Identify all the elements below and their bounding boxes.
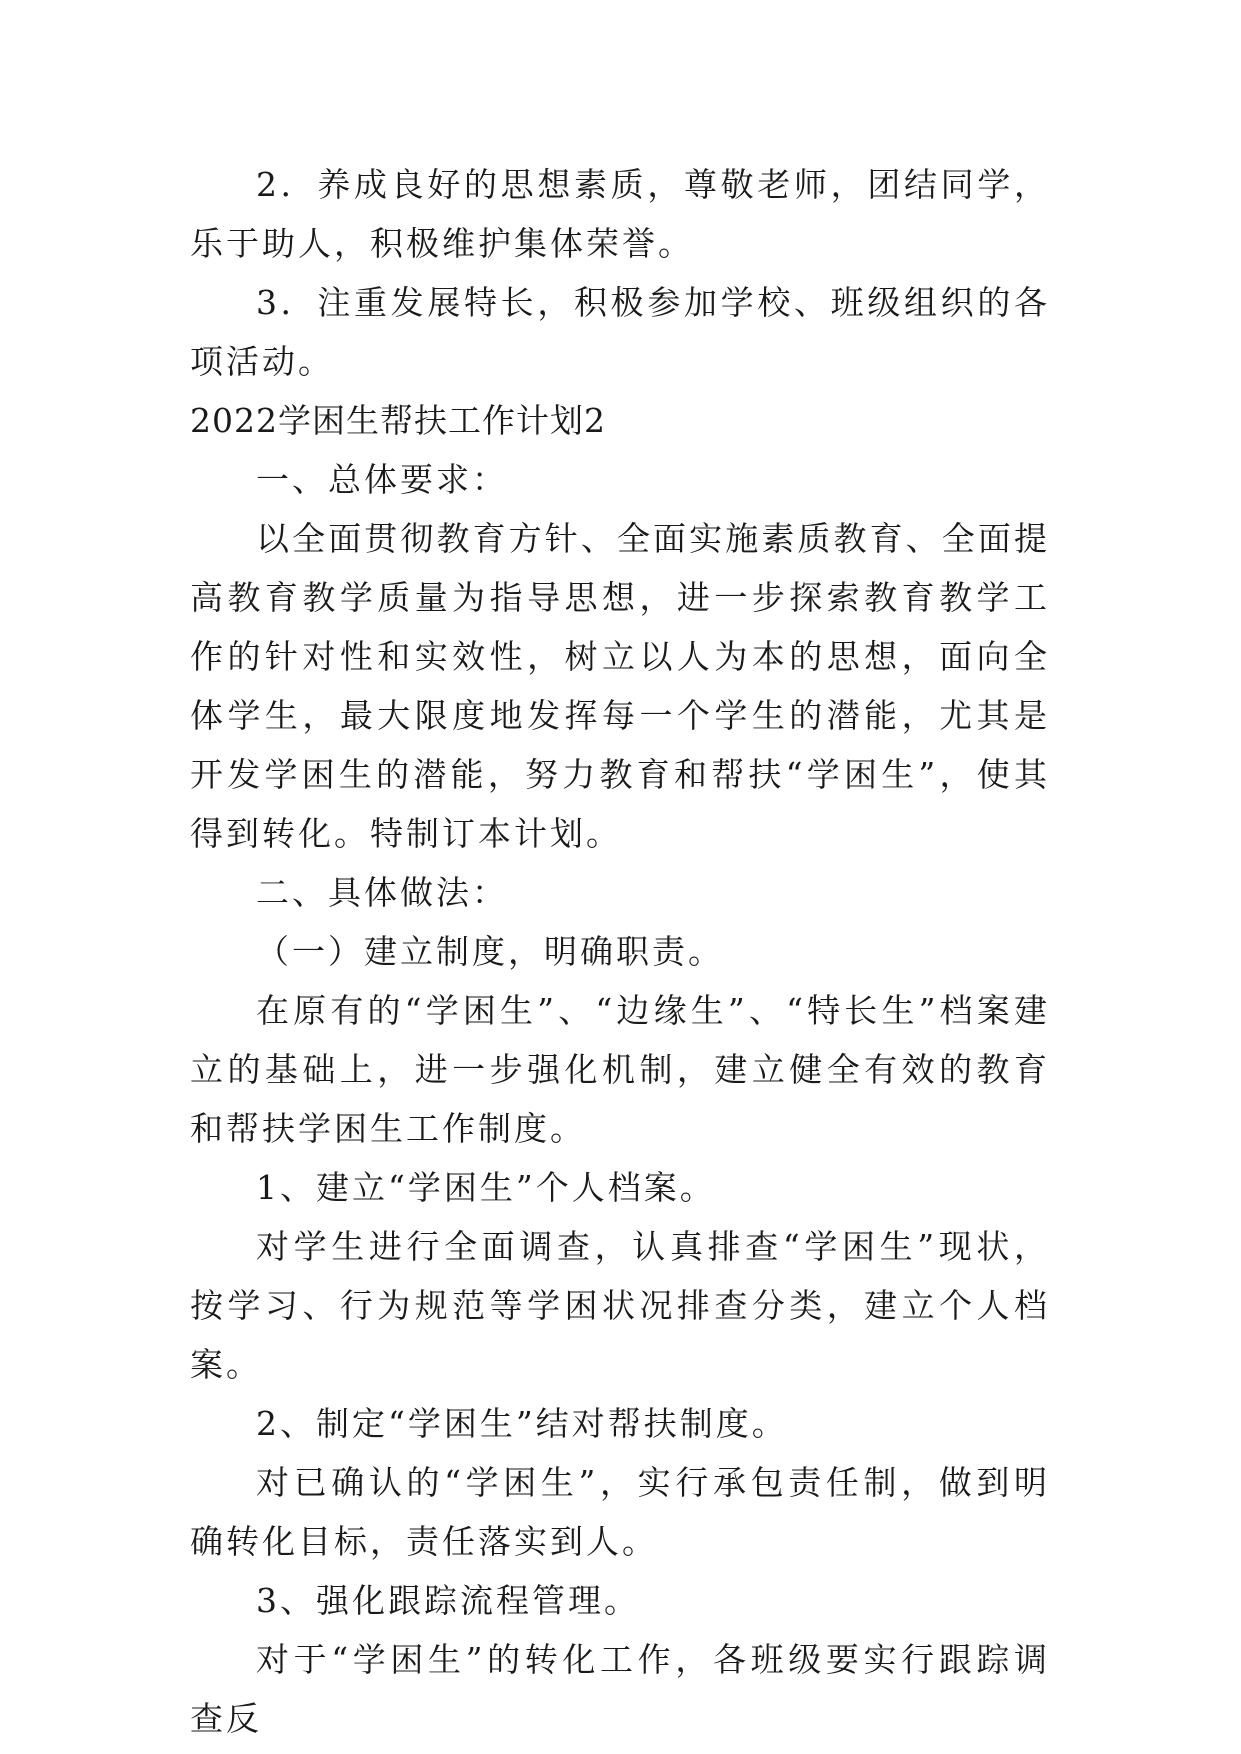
subheading-pairing: 2、制定“学困生”结对帮扶制度。 [256, 1404, 788, 1443]
subheading-system: （一）建立制度，明确职责。 [256, 932, 724, 971]
paragraph-item-3: 3．注重发展特长，积极参加学校、班级组织的各项活动。 [190, 283, 1050, 381]
section-title: 2022学困生帮扶工作计划2 [190, 401, 606, 440]
document-body [190, 155, 1050, 1748]
paragraph-system: 在原有的“学困生”、“边缘生”、“特长生”档案建立的基础上，进一步强化机制，建立健全有效的教育和帮扶学困生工作制度。 [190, 991, 1050, 1148]
paragraph-guiding-ideology: 以全面贯彻教育方针、全面实施素质教育、全面提高教育教学质量为指导思想，进一步探索教育教学工作的针对性和实效性，树立以人为本的思想，面向全体学生，最大限度地发挥每一个学生的潜能，尤其是开发学困生的潜能，努力教育和帮扶“学困生”，使其得到转化。特制订本计划。 [190, 519, 1050, 853]
subheading-archive: 1、建立“学困生”个人档案。 [256, 1168, 716, 1207]
paragraph-item-2: 2．养成良好的思想素质，尊敬老师，团结同学，乐于助人，积极维护集体荣誉。 [190, 165, 1050, 263]
heading-specific-methods: 二、具体做法： [256, 873, 508, 912]
paragraph-tracking: 对于“学困生”的转化工作，各班级要实行跟踪调查反 [190, 1640, 1050, 1738]
paragraph-pairing: 对已确认的“学困生”，实行承包责任制，做到明确转化目标，责任落实到人。 [190, 1463, 1050, 1561]
subheading-tracking: 3、强化跟踪流程管理。 [256, 1581, 640, 1620]
paragraph-archive: 对学生进行全面调查，认真排查“学困生”现状，按学习、行为规范等学困状况排查分类，建立个人档案。 [190, 1227, 1050, 1384]
heading-general-requirements: 一、总体要求： [256, 460, 508, 499]
